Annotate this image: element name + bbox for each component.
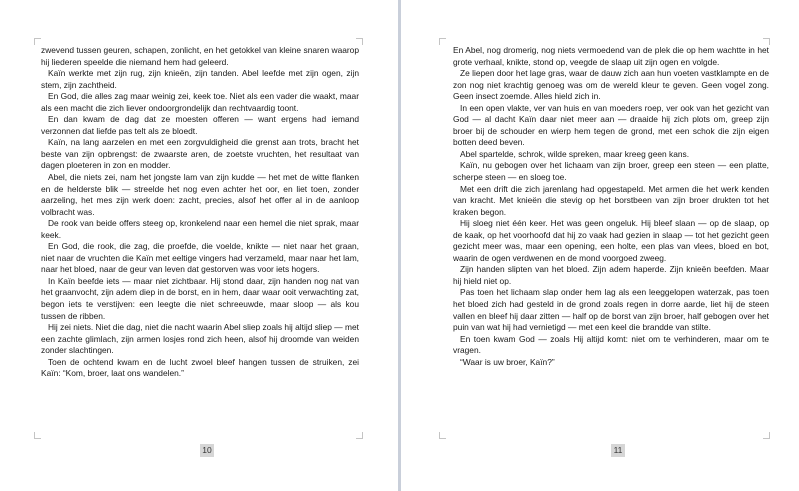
paragraph: En God, die rook, die zag, die proefde, die voelde, knikte — niet naar het graan, niet naar de vruchten die Kaïn met eeltige vingers had verzameld, maar naar het lam, naar het bloed, naar de geur van leven dat gestorven was voor iets hogers.	[41, 241, 359, 275]
paragraph: Zijn handen slipten van het bloed. Zijn adem haperde. Zijn knieën beefden. Maar hij hield niet op.	[453, 264, 769, 286]
paragraph: In Kaïn beefde iets — maar niet zichtbaar. Hij stond daar, zijn handen nog nat van het graanvocht, zijn adem diep in de borst, en in hem, daar waar ooit verwachting zat, begon iets te verstijven: een leegte die niet schreeuwde, maar sloop — als kou tussen de ribben.	[41, 275, 359, 321]
paragraph: Hij sloeg niet één keer. Het was geen ongeluk. Hij bleef slaan — op de slaap, op de kaak, op het voorhoofd dat hij zo vaak had gezien in slaap — tot het gezicht geen gezicht meer was, maar een opening, een holte, een plas van vlees, bloed en bot, waarin de ogen verdwenen en de mond voorgoed zweeg.	[453, 218, 769, 263]
paragraph: De rook van beide offers steeg op, kronkelend naar een hemel die niet sprak, maar keek.	[41, 218, 359, 240]
page-number: 10	[200, 444, 214, 457]
crop-mark	[763, 432, 770, 439]
crop-mark	[356, 38, 363, 45]
body-text	[453, 45, 769, 368]
paragraph: zwevend tussen geuren, schapen, zonlicht, en het getokkel van kleine snaren waarop hij liederen speelde die niemand hem had geleerd.	[41, 45, 359, 67]
paragraph: Pas toen het lichaam slap onder hem lag als een leeggelopen waterzak, pas toen het bloed zich had gesteld in de grond zoals regen in dorre aarde, liet hij de steen vallen en bleef hij daar zitten — half op de borst van zijn broer, half gebogen over het puin van wat hij had vernietigd — met een keel die brandde van stilte.	[453, 287, 769, 333]
crop-mark	[356, 432, 363, 439]
crop-mark	[439, 38, 446, 45]
paragraph: Hij zei niets. Niet die dag, niet die nacht waarin Abel sliep zoals hij altijd sliep — met een zachte glimlach, zijn armen losjes rond zich heen, alsof hij droomde van weiden zonder slachtingen.	[41, 322, 359, 356]
paragraph: “Waar is uw broer, Kaïn?”	[460, 356, 555, 367]
paragraph: Kaïn, nu gebogen over het lichaam van zijn broer, greep een steen — een platte, scherpe steen — en sloeg toe.	[453, 160, 769, 183]
paragraph: Toen de ochtend kwam en de lucht zwoel bleef hangen tussen de struiken, zei Kaïn: “Kom, broer, laat ons wandelen.”	[41, 356, 359, 379]
paragraph: Abel, die niets zei, nam het jongste lam van zijn kudde — het met de witte flanken en de helderste blik — streelde het nog even achter het oor, en liet toen, zonder aarzeling, het mes zijn werk doen: zacht, precies, alsof het offer al in de aanloop volbracht was.	[41, 172, 359, 217]
paragraph: Abel spartelde, schrok, wilde spreken, maar kreeg geen kans.	[460, 148, 690, 159]
paragraph: En dan kwam de dag dat ze moesten offeren — want ergens had iemand verzonnen dat liefde pas telt als ze bloedt.	[41, 114, 359, 136]
paragraph: In een open vlakte, ver van huis en van moeders roep, ver ook van het gezicht van God — al dacht Kaïn daar niet meer aan — draaide hij zich plots om, greep zijn broer bij de schouder en wierp hem tegen de grond, met een schok die zijn eigen botten deed beven.	[453, 102, 769, 148]
paragraph: En toen kwam God — zoals Hij altijd komt: niet om te verhinderen, maar om te vragen.	[453, 333, 769, 356]
left-page	[0, 0, 398, 491]
body-text	[41, 45, 359, 380]
paragraph: En God, die alles zag maar weinig zei, keek toe. Niet als een vader die waakt, maar als een macht die zich liever ondoorgrondelijk dan rechtvaardig toont.	[41, 91, 359, 113]
paragraph: Kaïn, na lang aarzelen en met een zorgvuldigheid die grenst aan trots, bracht het beste van zijn opbrengst: de zwaarste aren, de zoetste vruchten, het resultaat van dagen ploeteren in zon en modder.	[41, 137, 359, 171]
crop-mark	[34, 432, 41, 439]
paragraph: En Abel, nog dromerig, nog niets vermoedend van de plek die op hem wachtte in het grote verhaal, knikte, stond op, veegde de slaap uit zijn ogen en volgde.	[453, 45, 769, 67]
crop-mark	[34, 38, 41, 45]
paragraph: Kaïn werkte met zijn rug, zijn knieën, zijn tanden. Abel leefde met zijn ogen, zijn stem, zijn zachtheid.	[41, 68, 359, 90]
paragraph: Met een drift die zich jarenlang had opgestapeld. Met armen die het werk kenden van kracht. Met knieën die stevig op het borstbeen van zijn broer drukten tot het kraken begon.	[453, 183, 769, 217]
page-number: 11	[611, 444, 625, 457]
paragraph: Ze liepen door het lage gras, waar de dauw zich aan hun voeten vastklampte en de zon nog niet krachtig genoeg was om de wereld kleur te geven. Geen vogel zong. Geen insect zoemde. Alles hield zich in.	[453, 68, 769, 102]
right-page	[401, 0, 799, 491]
crop-mark	[439, 432, 446, 439]
crop-mark	[763, 38, 770, 45]
